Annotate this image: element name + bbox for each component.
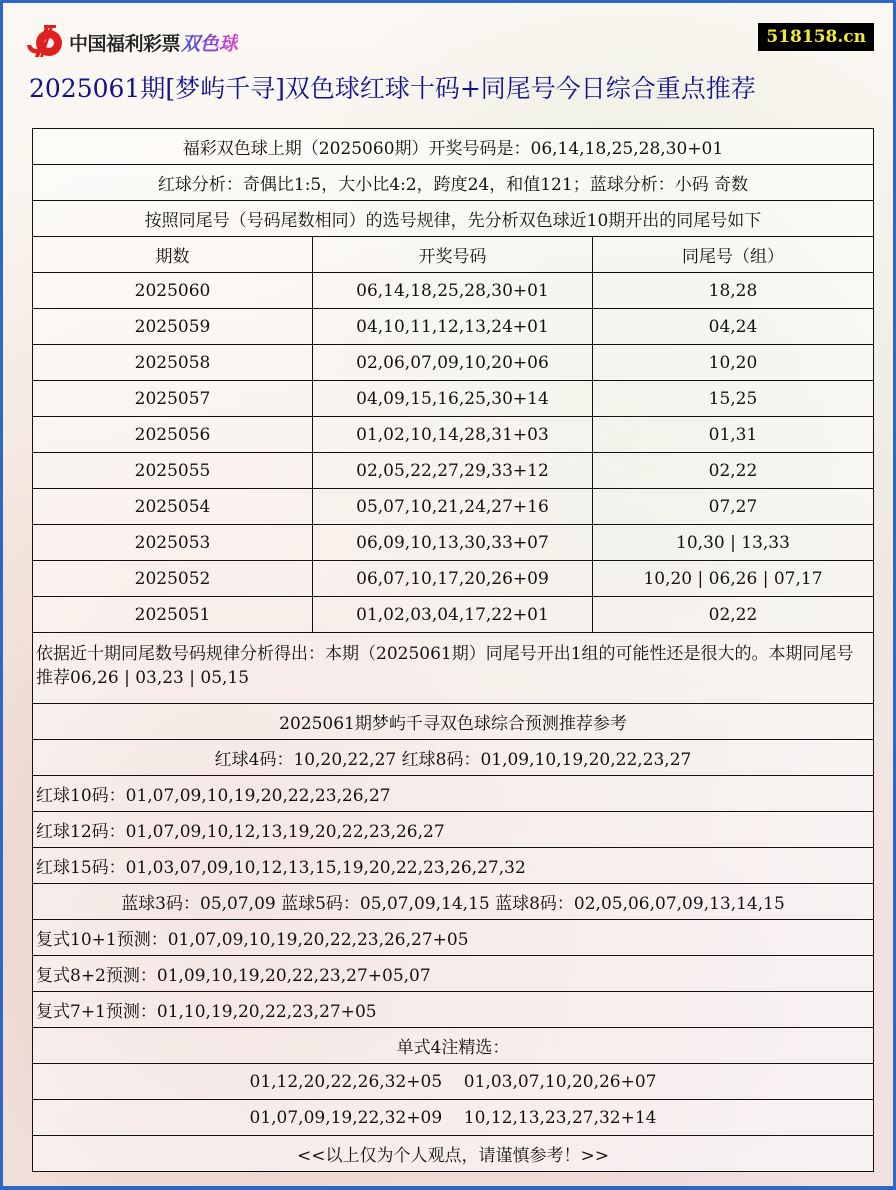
header-numbers: 开奖号码: [312, 237, 592, 273]
table-row: [33, 309, 874, 345]
logo-game-name: 双色球: [181, 29, 238, 56]
recommendation-table: [32, 128, 874, 1172]
same-tail-cell: 01,31: [592, 417, 873, 453]
period-cell: 2025058: [33, 345, 313, 381]
same-tail-cell: 18,28: [592, 273, 873, 309]
period-cell: 2025052: [33, 561, 313, 597]
same-tail-cell: 10,30 | 13,33: [592, 525, 873, 561]
same-tail-rule: 按照同尾号（号码尾数相同）的选号规律，先分析双色球近10期开出的同尾号如下: [33, 201, 874, 237]
draw-analysis: 红球分析：奇偶比1:5，大小比4:2，跨度24，和值121；蓝球分析：小码 奇数: [33, 165, 874, 201]
page-header: [3, 3, 893, 121]
prediction-title: 2025061期梦屿千寻双色球综合预测推荐参考: [33, 704, 874, 740]
welfare-lottery-logo-icon: [21, 23, 67, 61]
cwl-logo: [21, 23, 238, 61]
table-row: [33, 417, 874, 453]
numbers-cell: 05,07,10,21,24,27+16: [312, 489, 592, 525]
numbers-cell: 06,14,18,25,28,30+01: [312, 273, 592, 309]
period-cell: 2025054: [33, 489, 313, 525]
red-4-8-codes: 红球4码：10,20,22,27 红球8码：01,09,10,19,20,22,23,27: [33, 740, 874, 776]
numbers-cell: 01,02,03,04,17,22+01: [312, 597, 592, 633]
numbers-cell: 02,06,07,09,10,20+06: [312, 345, 592, 381]
table-row: [33, 273, 874, 309]
page-title: 2025061期[梦屿千寻]双色球红球十码+同尾号今日综合重点推荐: [29, 74, 756, 103]
site-badge[interactable]: 518158.cn: [758, 23, 874, 51]
numbers-cell: 06,09,10,13,30,33+07: [312, 525, 592, 561]
period-cell: 2025059: [33, 309, 313, 345]
same-tail-cell: 10,20 | 06,26 | 07,17: [592, 561, 873, 597]
numbers-cell: 04,10,11,12,13,24+01: [312, 309, 592, 345]
same-tail-cell: 10,20: [592, 345, 873, 381]
period-cell: 2025051: [33, 597, 313, 633]
same-tail-cell: 15,25: [592, 381, 873, 417]
header-same-tail: 同尾号（组）: [592, 237, 873, 273]
period-cell: 2025060: [33, 273, 313, 309]
single-picks-title: 单式4注精选：: [33, 1028, 874, 1064]
single-picks-row-2: 01,07,09,19,22,32+09 10,12,13,23,27,32+14: [33, 1100, 874, 1136]
table-row: [33, 561, 874, 597]
red-15-codes: 红球15码：01,03,07,09,10,12,13,15,19,20,22,23,26,27,32: [33, 848, 874, 884]
table-row: [33, 345, 874, 381]
table-row: [33, 453, 874, 489]
same-tail-cell: 02,22: [592, 597, 873, 633]
numbers-cell: 04,09,15,16,25,30+14: [312, 381, 592, 417]
period-cell: 2025055: [33, 453, 313, 489]
fushi-8-2: 复式8+2预测：01,09,10,19,20,22,23,27+05,07: [33, 956, 874, 992]
header-period: 期数: [33, 237, 313, 273]
same-tail-conclusion: 依据近十期同尾数号码规律分析得出：本期（2025061期）同尾号开出1组的可能性还是很大的。本期同尾号推荐06,26 | 03,23 | 05,15: [33, 633, 874, 704]
table-row: [33, 489, 874, 525]
numbers-cell: 01,02,10,14,28,31+03: [312, 417, 592, 453]
fushi-10-1: 复式10+1预测：01,07,09,10,19,20,22,23,26,27+05: [33, 920, 874, 956]
red-10-codes: 红球10码：01,07,09,10,19,20,22,23,26,27: [33, 776, 874, 812]
history-header-row: [33, 237, 874, 273]
fushi-7-1: 复式7+1预测：01,10,19,20,22,23,27+05: [33, 992, 874, 1028]
period-cell: 2025057: [33, 381, 313, 417]
period-cell: 2025056: [33, 417, 313, 453]
numbers-cell: 02,05,22,27,29,33+12: [312, 453, 592, 489]
last-draw-info: 福彩双色球上期（2025060期）开奖号码是：06,14,18,25,28,30+01: [33, 129, 874, 165]
table-row: [33, 597, 874, 633]
same-tail-cell: 07,27: [592, 489, 873, 525]
disclaimer: <<以上仅为个人观点，请谨慎参考！>>: [33, 1136, 874, 1172]
same-tail-cell: 02,22: [592, 453, 873, 489]
table-row: [33, 381, 874, 417]
period-cell: 2025053: [33, 525, 313, 561]
red-12-codes: 红球12码：01,07,09,10,12,13,19,20,22,23,26,27: [33, 812, 874, 848]
blue-codes: 蓝球3码：05,07,09 蓝球5码：05,07,09,14,15 蓝球8码：02,05,06,07,09,13,14,15: [33, 884, 874, 920]
numbers-cell: 06,07,10,17,20,26+09: [312, 561, 592, 597]
single-picks-row-1: 01,12,20,22,26,32+05 01,03,07,10,20,26+07: [33, 1064, 874, 1100]
table-row: [33, 525, 874, 561]
logo-text: 中国福利彩票: [69, 32, 181, 55]
same-tail-cell: 04,24: [592, 309, 873, 345]
